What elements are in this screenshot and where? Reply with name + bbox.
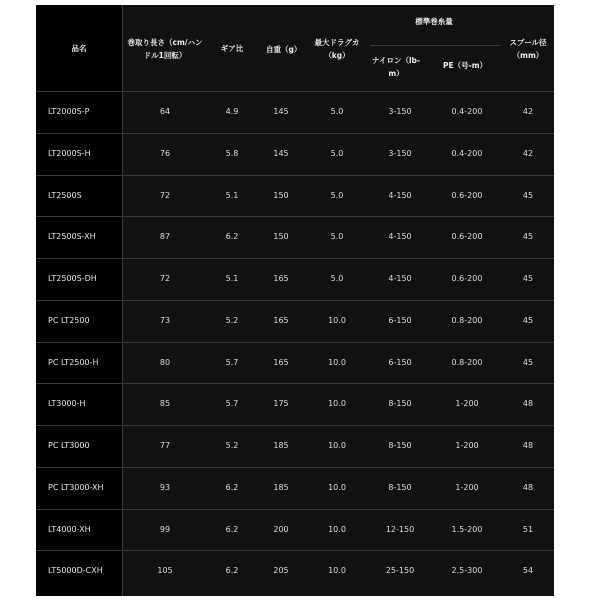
cell-nylon: 8-150	[388, 441, 412, 450]
cell-pe: 0.6-200	[451, 190, 483, 200]
cell-weight: 200	[273, 524, 289, 534]
cell-pe: 1-200	[455, 441, 479, 450]
table-row	[36, 425, 554, 466]
cell-pe: 1-200	[455, 482, 479, 492]
cell-gear: 5.2	[225, 441, 239, 450]
cell-weight: 150	[273, 190, 289, 200]
cell-weight: 165	[273, 357, 289, 367]
header-retrieve: 巻取り長さ（cm/ハンドル1回転）	[127, 38, 203, 60]
cell-gear: 5.7	[225, 357, 239, 367]
cell-spool: 45	[522, 274, 534, 283]
cell-weight: 145	[273, 107, 289, 116]
cell-drag: 5.0	[330, 274, 344, 283]
cell-retrieve: 105	[157, 566, 173, 576]
cell-spool: 45	[522, 190, 534, 200]
table-row	[36, 383, 554, 424]
cell-weight: 145	[273, 148, 289, 158]
cell-retrieve: 76	[159, 148, 171, 158]
table-row	[36, 509, 554, 550]
cell-nylon: 25-150	[385, 566, 415, 576]
capacity-group-divider	[370, 45, 500, 46]
cell-weight: 205	[273, 566, 289, 576]
cell-retrieve: 77	[159, 441, 171, 450]
cell-spool: 51	[522, 524, 534, 534]
cell-pe: 1.5-200	[451, 524, 483, 534]
table-row	[36, 216, 554, 257]
header-spool: スプール径（mm）	[509, 38, 547, 60]
header-pe: PE（号-m）	[442, 60, 488, 70]
cell-nylon: 4-150	[388, 232, 412, 242]
cell-gear: 5.2	[225, 315, 239, 325]
header-gear: ギア比	[220, 43, 244, 53]
cell-nylon: 6-150	[388, 357, 412, 367]
cell-drag: 5.0	[330, 190, 344, 200]
table-row	[36, 550, 554, 591]
header-nylon: ナイロン（lb-m）	[371, 56, 421, 78]
cell-gear: 6.2	[225, 482, 239, 492]
cell-model-name: LT2500S	[48, 190, 82, 200]
table-header	[36, 5, 554, 91]
name-column-divider	[122, 5, 123, 596]
cell-pe: 2.5-300	[451, 566, 483, 576]
cell-model-name: PC LT2500	[48, 315, 90, 325]
cell-drag: 10.0	[328, 482, 346, 492]
cell-weight: 175	[273, 399, 289, 409]
cell-gear: 4.9	[225, 107, 239, 116]
cell-weight: 185	[273, 482, 289, 492]
cell-gear: 5.1	[225, 274, 239, 283]
cell-model-name: LT2000S-H	[48, 148, 91, 158]
cell-spool: 54	[522, 566, 534, 576]
cell-spool: 45	[522, 232, 534, 242]
cell-nylon: 8-150	[388, 399, 412, 409]
cell-gear: 5.8	[225, 148, 239, 158]
cell-model-name: PC LT3000-XH	[48, 482, 104, 492]
header-name: 品名	[71, 43, 87, 53]
cell-model-name: PC LT2500-H	[48, 357, 99, 367]
cell-model-name: PC LT3000	[48, 441, 90, 450]
cell-pe: 1-200	[455, 399, 479, 409]
spec-table	[36, 5, 554, 596]
cell-nylon: 6-150	[388, 315, 412, 325]
cell-pe: 0.8-200	[451, 357, 483, 367]
cell-spool: 42	[522, 148, 534, 158]
table-row	[36, 258, 554, 299]
cell-model-name: LT4000-XH	[48, 524, 91, 534]
cell-gear: 6.2	[225, 524, 239, 534]
cell-drag: 10.0	[328, 524, 346, 534]
cell-drag: 10.0	[328, 357, 346, 367]
cell-pe: 0.4-200	[451, 148, 483, 158]
cell-retrieve: 85	[159, 399, 171, 409]
cell-retrieve: 93	[159, 482, 171, 492]
cell-retrieve: 80	[159, 357, 171, 367]
cell-nylon: 3-150	[388, 107, 412, 116]
cell-spool: 45	[522, 357, 534, 367]
cell-model-name: LT2500S-DH	[48, 274, 97, 283]
cell-drag: 10.0	[328, 441, 346, 450]
cell-nylon: 3-150	[388, 148, 412, 158]
cell-drag: 5.0	[330, 232, 344, 242]
cell-retrieve: 72	[159, 190, 171, 200]
table-row	[36, 133, 554, 174]
header-weight: 自重（g）	[266, 44, 302, 54]
cell-drag: 10.0	[328, 315, 346, 325]
cell-model-name: LT5000D-CXH	[48, 566, 103, 576]
cell-spool: 48	[522, 399, 534, 409]
cell-drag: 5.0	[330, 148, 344, 158]
cell-drag: 5.0	[330, 107, 344, 116]
cell-pe: 0.4-200	[451, 107, 483, 116]
header-drag: 最大ドラグカ（kg）	[314, 38, 360, 60]
cell-pe: 0.6-200	[451, 232, 483, 242]
cell-nylon: 4-150	[388, 190, 412, 200]
table-row	[36, 300, 554, 341]
table-row	[36, 467, 554, 508]
cell-retrieve: 64	[159, 107, 171, 116]
cell-weight: 165	[273, 274, 289, 283]
cell-drag: 10.0	[328, 566, 346, 576]
cell-weight: 165	[273, 315, 289, 325]
cell-retrieve: 99	[159, 524, 171, 534]
table-row	[36, 175, 554, 216]
cell-gear: 6.2	[225, 232, 239, 242]
cell-retrieve: 87	[159, 232, 171, 242]
cell-retrieve: 72	[159, 274, 171, 283]
cell-nylon: 12-150	[385, 524, 415, 534]
cell-nylon: 4-150	[388, 274, 412, 283]
table-row	[36, 342, 554, 383]
cell-retrieve: 73	[159, 315, 171, 325]
cell-weight: 185	[273, 441, 289, 450]
cell-model-name: LT3000-H	[48, 399, 86, 409]
cell-spool: 48	[522, 441, 534, 450]
cell-pe: 0.8-200	[451, 315, 483, 325]
cell-gear: 5.1	[225, 190, 239, 200]
cell-gear: 6.2	[225, 566, 239, 576]
cell-pe: 0.6-200	[451, 274, 483, 283]
cell-nylon: 8-150	[388, 482, 412, 492]
cell-gear: 5.7	[225, 399, 239, 409]
cell-model-name: LT2500S-XH	[48, 232, 96, 242]
cell-model-name: LT2000S-P	[48, 107, 90, 116]
cell-spool: 48	[522, 482, 534, 492]
cell-spool: 45	[522, 315, 534, 325]
header-capacity-group: 標準巻糸量	[415, 16, 453, 26]
table-row	[36, 91, 554, 132]
cell-spool: 42	[522, 107, 534, 116]
cell-drag: 10.0	[328, 399, 346, 409]
cell-weight: 150	[273, 232, 289, 242]
